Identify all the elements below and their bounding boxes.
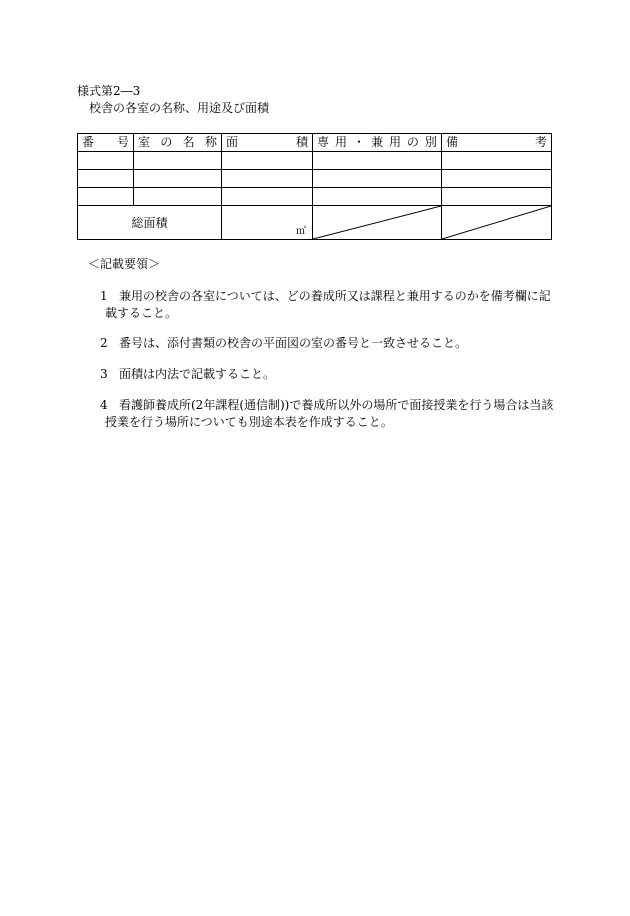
diagonal-line: [313, 206, 441, 239]
note-text-continued: 載すること。: [105, 306, 178, 320]
header-char: 用: [334, 135, 347, 149]
form-title: 校舎の各室の名称、用途及び面積: [89, 101, 270, 115]
table-row: [78, 188, 552, 206]
table-header-row: [78, 134, 552, 152]
area-unit: ㎡: [296, 226, 306, 237]
header-char: 考: [534, 135, 547, 149]
header-char: 号: [116, 135, 129, 149]
table-cell: [313, 152, 442, 170]
table-row: [78, 152, 552, 170]
note-item: [100, 366, 555, 383]
notes-heading: ＜記載要領＞: [88, 257, 161, 271]
header-remarks: [442, 134, 552, 152]
header-area: [222, 134, 313, 152]
header-char: ・: [352, 135, 365, 149]
total-row: [78, 206, 552, 240]
total-area-label: 総面積: [78, 206, 222, 240]
header-char: 名: [182, 135, 195, 149]
header-char: 面: [226, 135, 239, 149]
header-char: 称: [204, 135, 217, 149]
usage-diagonal-cell: [313, 206, 442, 240]
table-cell: [222, 188, 313, 206]
note-item: [100, 397, 555, 431]
table-cell: [78, 170, 134, 188]
table-cell: [442, 170, 552, 188]
note-text: 看護師養成所(2年課程(通信制))で養成所以外の場所で面接授業を行う場合は当該: [119, 398, 554, 412]
header-char: 積: [295, 135, 308, 149]
remarks-diagonal-cell: [442, 206, 552, 240]
header-usage: [313, 134, 442, 152]
header-char: 備: [446, 135, 459, 149]
table-cell: [313, 170, 442, 188]
header-room-name: [134, 134, 222, 152]
table-cell: [78, 152, 134, 170]
table-cell: [134, 152, 222, 170]
header-number: [78, 134, 134, 152]
note-number: 2: [100, 336, 108, 350]
note-item: [100, 288, 555, 322]
table-cell: [222, 152, 313, 170]
total-area-value-cell: [222, 206, 313, 240]
note-text: 番号は、添付書類の校舎の平面図の室の番号と一致させること。: [119, 336, 468, 350]
form-number: 様式第2―3: [77, 84, 141, 98]
table-cell: [222, 170, 313, 188]
header-char: 別: [424, 135, 437, 149]
room-table: [77, 133, 552, 240]
note-number: 1: [100, 289, 108, 303]
note-text-continued: 授業を行う場所についても別途本表を作成すること。: [105, 415, 393, 429]
note-number: 3: [100, 367, 108, 381]
diagonal-line: [442, 206, 551, 239]
table-cell: [78, 188, 134, 206]
table-cell: [442, 188, 552, 206]
table-cell: [134, 188, 222, 206]
header-char: 専: [317, 135, 330, 149]
table-cell: [442, 152, 552, 170]
header-char: の: [406, 135, 419, 149]
header-char: 室: [138, 135, 151, 149]
header-char: 兼: [370, 135, 383, 149]
note-text: 面積は内法で記載すること。: [119, 367, 276, 381]
header-char: 番: [82, 135, 95, 149]
table-cell: [134, 170, 222, 188]
note-item: [100, 335, 555, 352]
header-char: の: [160, 135, 173, 149]
header-char: 用: [388, 135, 401, 149]
note-number: 4: [100, 398, 108, 412]
note-text: 兼用の校舎の各室については、どの養成所又は課程と兼用するのかを備考欄に記: [119, 289, 551, 303]
table-row: [78, 170, 552, 188]
table-cell: [313, 188, 442, 206]
